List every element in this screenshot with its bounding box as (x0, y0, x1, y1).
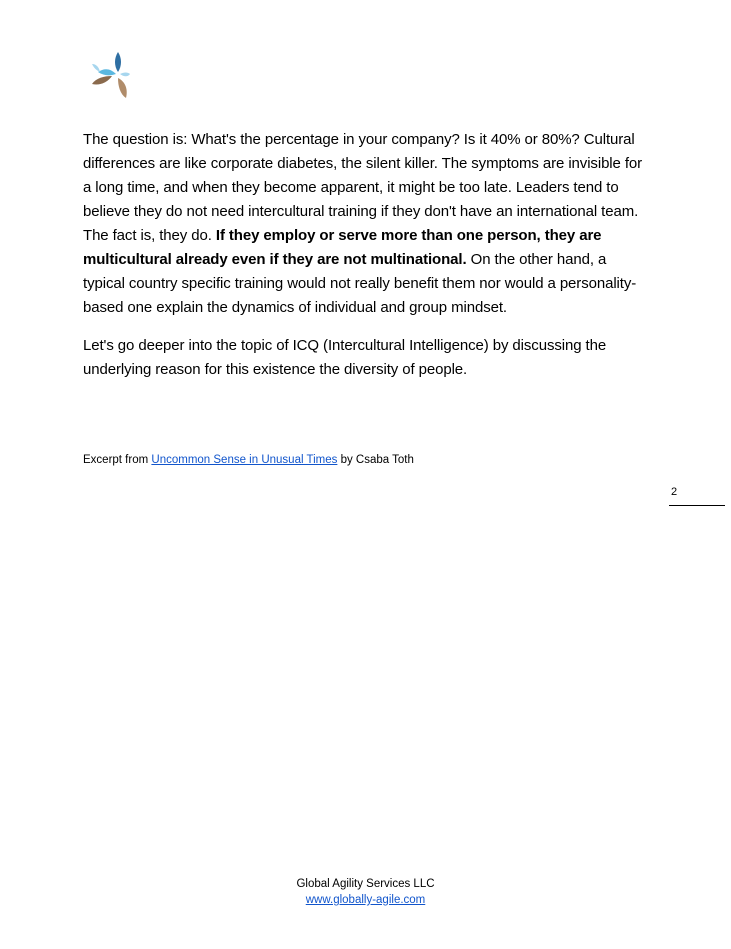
document-body (83, 128, 643, 382)
page-number-value: 2 (671, 486, 678, 498)
footer-company: Global Agility Services LLC (296, 878, 435, 890)
page-footer (0, 876, 731, 908)
excerpt-suffix: by Csaba Toth (337, 454, 414, 466)
book-title-link[interactable]: Uncommon Sense in Unusual Times (151, 454, 338, 466)
paragraph-1-text-a: The question is: What's the percentage in your company? Is it 40% or 80%? Cultural differences are like corporate diabetes, the silent killer. The symptoms are invisible for a long time, and when they become apparent, it might be too late. Leaders tend to believe they do not need intercultural training if they don't have an international team. The fact is, they do. (83, 131, 643, 244)
paragraph-2: Let's go deeper into the topic of ICQ (Intercultural Intelligence) by discussing the underlying reason for this existence the diversity of people. (83, 337, 607, 378)
company-logo (88, 50, 132, 102)
footer-website-link[interactable]: www.globally-agile.com (305, 894, 426, 906)
excerpt-prefix: Excerpt from (83, 454, 152, 466)
paragraph-1-bold: If they employ or serve more than one person, they are multicultural already even if they are not multinational. (83, 227, 602, 268)
paragraph-1 (83, 128, 643, 320)
excerpt-credit (83, 452, 414, 468)
paragraph-1-text-b: On the other hand, a typical country specific training would not really benefit them nor would a personality-based one explain the dynamics of individual and group mindset. (83, 251, 637, 316)
petal-flower-logo-icon (88, 50, 132, 102)
page-number (669, 485, 725, 506)
